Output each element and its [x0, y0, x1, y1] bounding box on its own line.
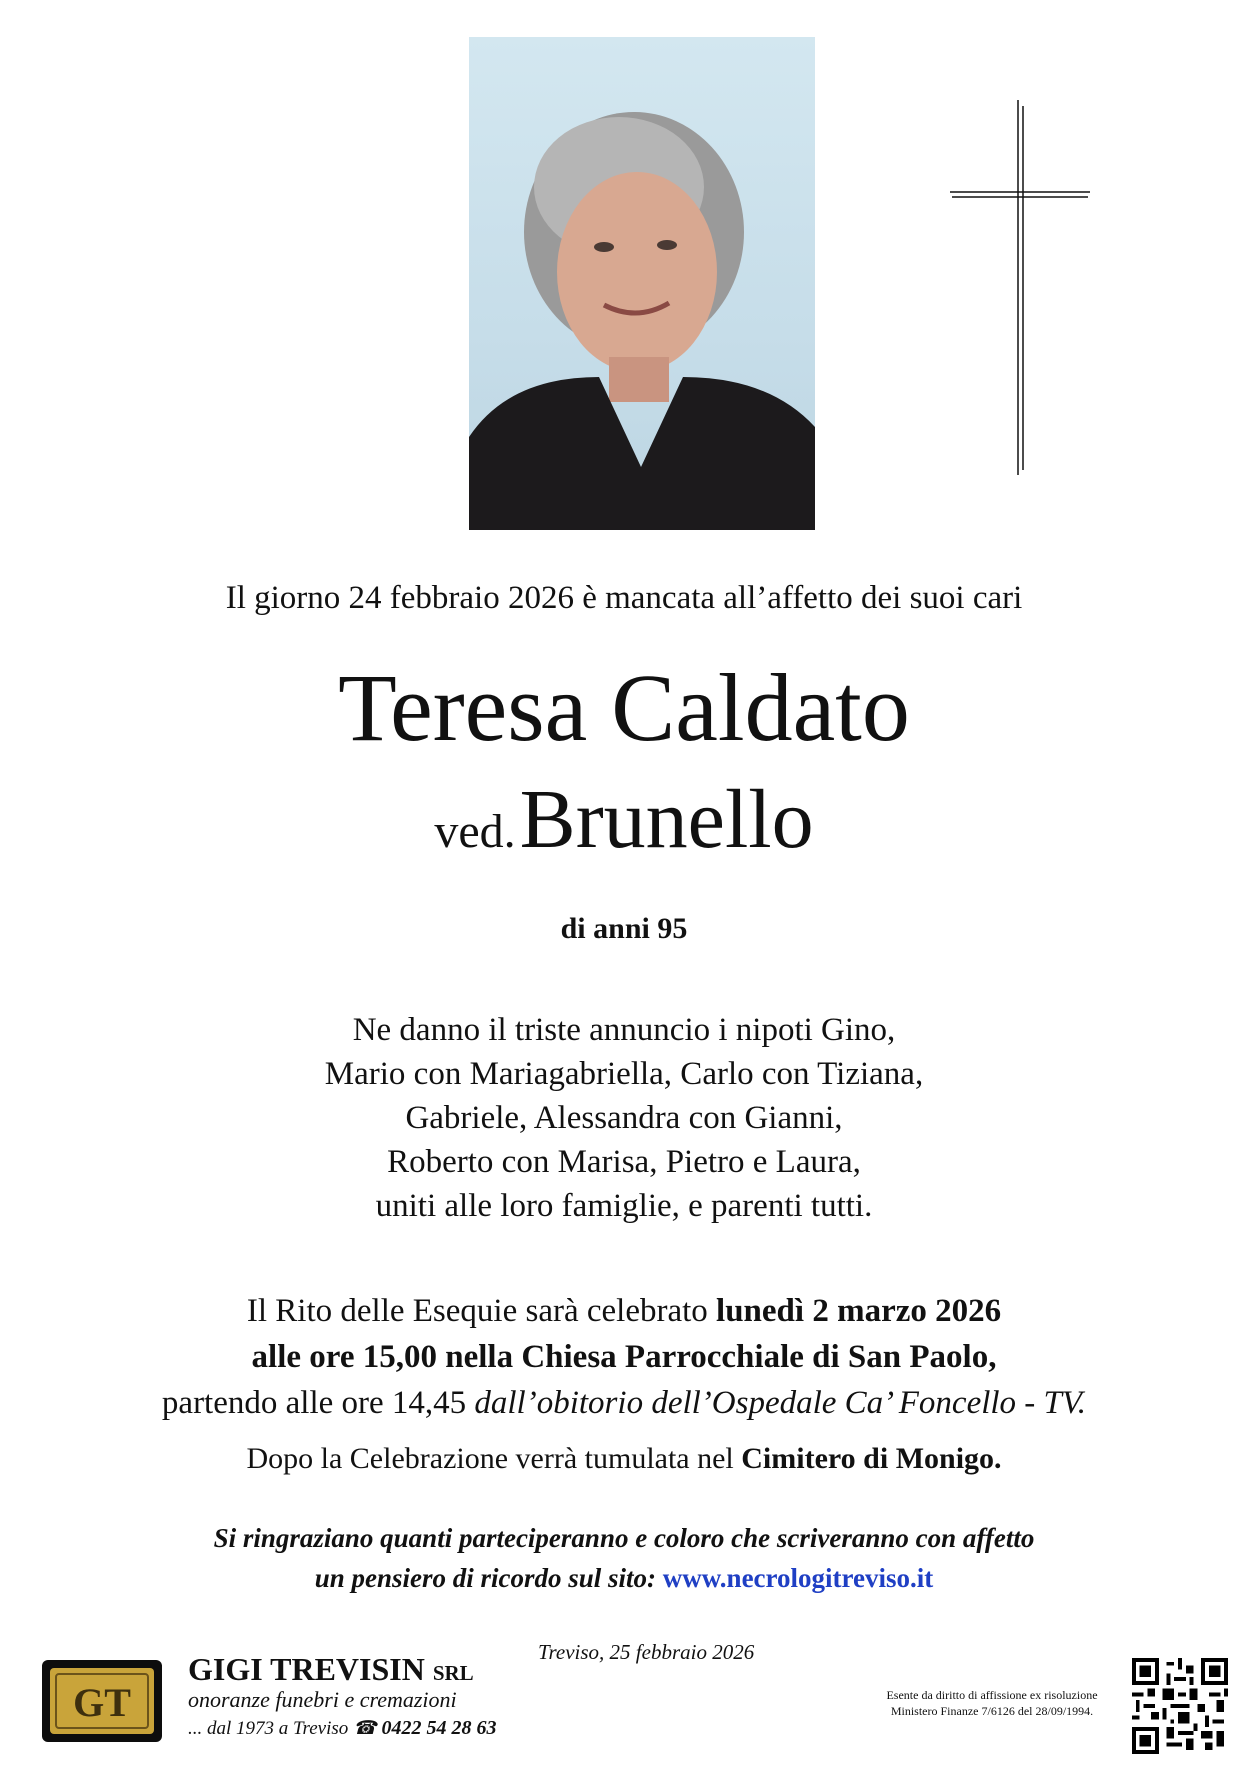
- thanks-line-2-text: un pensiero di ricordo sul sito:: [314, 1563, 663, 1593]
- rite-line-3: [0, 1380, 1248, 1426]
- company-since: ... dal 1973 a Treviso: [188, 1717, 349, 1739]
- married-name-line: [0, 773, 1248, 866]
- married-name: Brunello: [519, 773, 814, 866]
- logo-text: GT: [73, 1680, 131, 1725]
- exempt-line-1: Esente da diritto di affissione ex risoluzione: [886, 1688, 1098, 1702]
- family-line: Roberto con Marisa, Pietro e Laura,: [387, 1144, 861, 1180]
- website-link[interactable]: www.necrologitreviso.it: [662, 1563, 934, 1593]
- rite-time-place: alle ore 15,00 nella Chiesa Parrocchiale di San Paolo,: [251, 1339, 997, 1375]
- departure-place: dall’obitorio dell’Ospedale Ca’ Foncello - TV.: [474, 1385, 1087, 1421]
- company-phone[interactable]: 0422 54 28 63: [381, 1716, 497, 1739]
- deceased-name: Teresa Caldato: [338, 654, 910, 761]
- company-since-line: [188, 1714, 496, 1743]
- thanks-message: [0, 1518, 1248, 1598]
- cemetery-name: Cimitero di Monigo.: [741, 1442, 1002, 1475]
- departure-time: partendo alle ore 14,45: [161, 1385, 475, 1421]
- rite-line-1: [0, 1288, 1248, 1334]
- family-announcement: [0, 1008, 1248, 1228]
- burial-info: [0, 1442, 1248, 1476]
- funeral-rite: [0, 1288, 1248, 1426]
- company-suffix: SRL: [432, 1661, 474, 1685]
- company-name-line: [188, 1652, 496, 1687]
- company-logo: [42, 1660, 162, 1742]
- family-line: Ne danno il triste annuncio i nipoti Gino,: [352, 1012, 896, 1048]
- thanks-line-2: [0, 1558, 1248, 1598]
- company-subtitle: onoranze funebri e cremazioni: [188, 1687, 457, 1713]
- thanks-line-1: Si ringraziano quanti parteciperanno e coloro che scriveranno con affetto: [213, 1523, 1035, 1553]
- exempt-line-2: Ministero Finanze 7/6126 del 28/09/1994.: [890, 1703, 1094, 1718]
- tax-exemption-note: [872, 1688, 1112, 1719]
- company-info: [188, 1652, 496, 1742]
- rite-date: lunedì 2 marzo 2026: [716, 1293, 1002, 1329]
- qr-code[interactable]: [1132, 1658, 1228, 1754]
- rite-line-2: [0, 1334, 1248, 1380]
- widow-prefix: ved.: [434, 805, 516, 858]
- phone-icon: ☎: [353, 1717, 377, 1739]
- portrait-photo: [469, 37, 815, 530]
- place-date: Treviso, 25 febbraio 2026: [538, 1640, 755, 1664]
- family-line: uniti alle loro famiglie, e parenti tutti.: [375, 1188, 873, 1224]
- announcement-intro: Il giorno 24 febbraio 2026 è mancata all’affetto dei suoi cari: [225, 580, 1023, 616]
- family-line: Mario con Mariagabriella, Carlo con Tiziana,: [324, 1056, 924, 1092]
- company-name: GIGI TREVISIN: [188, 1651, 425, 1687]
- age: di anni 95: [560, 912, 688, 945]
- cross-icon: [950, 100, 1090, 475]
- family-line: Gabriele, Alessandra con Gianni,: [405, 1100, 843, 1136]
- burial-intro: Dopo la Celebrazione verrà tumulata nel: [246, 1442, 742, 1475]
- rite-intro: Il Rito delle Esequie sarà celebrato: [246, 1293, 717, 1329]
